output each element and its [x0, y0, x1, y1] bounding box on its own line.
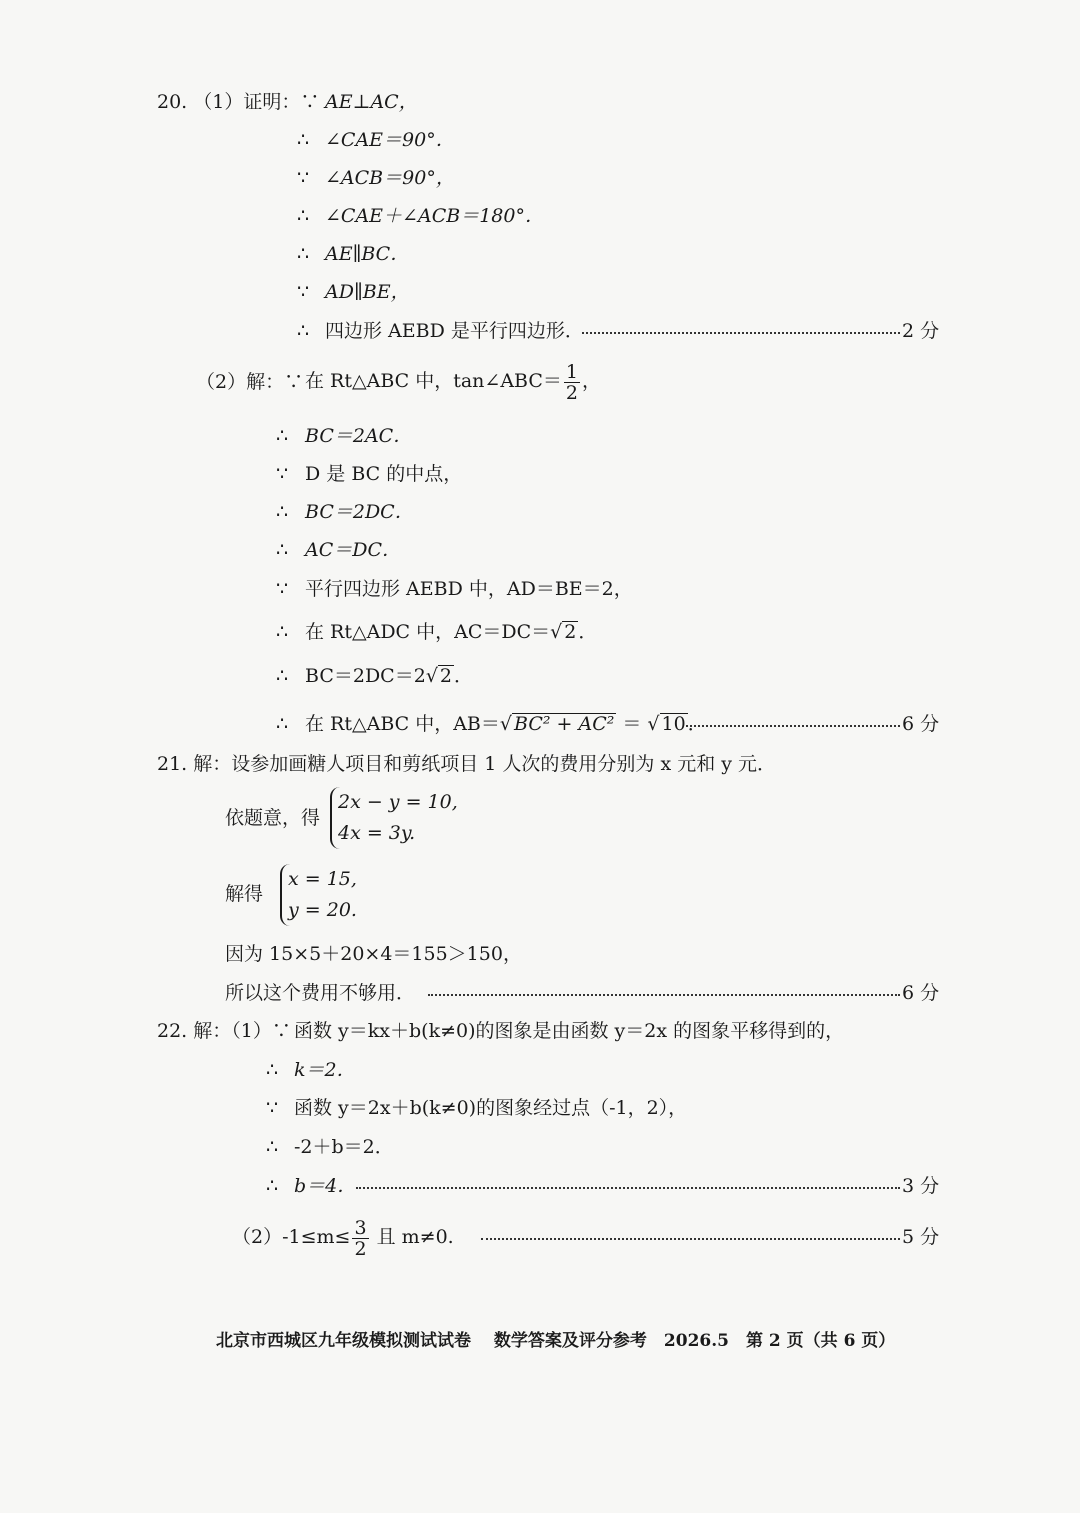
- q20-p2-line-9-text: 在 Rt△ABC 中，AB＝: [305, 713, 500, 735]
- q20-p2-sym-5: ∴: [276, 539, 289, 561]
- sqrt-radicand: 10: [661, 713, 686, 735]
- score-q20-2: 6 分: [902, 713, 940, 735]
- q20-sym-6: ∵: [297, 281, 310, 303]
- q21-solution-intro: 解得: [225, 883, 264, 905]
- fraction-denominator: 2: [354, 1237, 367, 1260]
- q20-heading: 20. （1）证明：∵: [157, 91, 320, 113]
- q21-solution-2: y = 20.: [288, 899, 357, 921]
- q20-line-6: AD∥BE，: [325, 281, 410, 303]
- q21-equation-2: 4x = 3y.: [338, 822, 416, 844]
- q20-p2-line-8-end: ．: [454, 665, 474, 687]
- q20-p2-line-7-end: ．: [578, 621, 598, 643]
- score-q22-2: 5 分: [902, 1226, 940, 1248]
- dot-leader: [582, 332, 900, 334]
- q20-part2-heading: （2）解：∵: [196, 371, 304, 393]
- q20-p2-sym-4: ∴: [276, 501, 289, 523]
- q20-p2-sym-2: ∴: [276, 425, 289, 447]
- q22-sym-2: ∴: [266, 1059, 279, 1081]
- q20-p2-line-9: 在 Rt△ABC 中，AB＝√ BC² + AC² ＝ √ 10 ．: [305, 713, 707, 735]
- q20-line-5: AE∥BC．: [325, 243, 410, 265]
- q22-line-3: 函数 y＝2x＋b(k≠0)的图象经过点（-1，2），: [294, 1097, 688, 1119]
- q21-equation-system: [330, 787, 458, 849]
- q20-p2-line-9-end: ．: [687, 713, 707, 735]
- score-q20-1: 2 分: [902, 320, 940, 342]
- q22-line-2: k＝2．: [294, 1059, 356, 1081]
- q20-p2-line-7-text: 在 Rt△ADC 中，AC＝DC＝: [305, 621, 551, 643]
- q21-solution-system: [280, 864, 357, 926]
- q20-line-7: 四边形 AEBD 是平行四边形．: [325, 320, 584, 342]
- q20-p2-line-6: 平行四边形 AEBD 中，AD＝BE＝2，: [305, 578, 633, 600]
- dot-leader: [481, 1238, 900, 1240]
- q20-p2-sym-6: ∵: [276, 578, 289, 600]
- q21-equation-1: 2x − y = 10,: [338, 791, 458, 813]
- q20-p2-line-3: D 是 BC 的中点，: [305, 463, 463, 485]
- q22-sym-3: ∵: [266, 1097, 279, 1119]
- q20-p2-sym-8: ∴: [276, 665, 289, 687]
- q22-part2-text: （2）-1≤m≤: [232, 1226, 351, 1248]
- fraction-numerator: 1: [565, 360, 578, 383]
- q22-part2: [232, 1212, 454, 1262]
- sqrt-radicand: 2: [439, 665, 453, 687]
- q20-p2-sym-9: ∴: [276, 713, 289, 735]
- q20-sym-2: ∴: [297, 129, 310, 151]
- q20-line-1: AE⊥AC，: [325, 91, 418, 113]
- fraction: [352, 1218, 368, 1259]
- sqrt-radicand: 2: [564, 621, 577, 643]
- q21-heading: 21. 解：设参加画糖人项目和剪纸项目 1 人次的费用分别为 x 元和 y 元．: [157, 753, 777, 775]
- dot-leader: [686, 725, 900, 727]
- q20-part2-line-1-text: 在 Rt△ABC 中，tan∠ABC＝: [305, 370, 562, 392]
- q20-p2-line-8: BC＝2DC＝2√ 2 ．: [305, 665, 474, 687]
- q20-sym-3: ∵: [297, 167, 310, 189]
- q20-p2-line-7: 在 Rt△ADC 中，AC＝DC＝√ 2 ．: [305, 621, 598, 643]
- q20-p2-sym-7: ∴: [276, 621, 289, 643]
- score-q22-1: 3 分: [902, 1175, 940, 1197]
- q20-part2-line-1: [305, 356, 601, 406]
- q22-line-5: b＝4．: [294, 1175, 357, 1197]
- fraction: [564, 362, 580, 403]
- q22-heading: 22. 解：（1）∵: [157, 1020, 291, 1042]
- q21-conclusion: 所以这个费用不够用．: [225, 982, 416, 1004]
- q20-sym-7: ∴: [297, 320, 310, 342]
- q22-line-1: 函数 y＝kx＋b(k≠0)的图象是由函数 y＝2x 的图象平移得到的，: [294, 1020, 845, 1042]
- q20-p2-line-8-text: BC＝2DC＝2: [305, 665, 426, 687]
- dot-leader: [428, 994, 900, 996]
- q20-p2-sym-3: ∵: [276, 463, 289, 485]
- q22-line-4: -2＋b＝2．: [294, 1136, 394, 1158]
- q21-because-line: 因为 15×5＋20×4＝155＞150，: [225, 943, 522, 965]
- page-footer: 北京市西城区九年级模拟测试试卷 数学答案及评分参考 2026.5 第 2 页（共 6 页）: [216, 1331, 896, 1351]
- score-q21: 6 分: [902, 982, 940, 1004]
- sqrt-radicand: BC² + AC²: [514, 713, 615, 735]
- q20-p2-line-5: AC＝DC．: [305, 539, 402, 561]
- q20-sym-4: ∴: [297, 205, 310, 227]
- q20-line-4: ∠CAE＋∠ACB＝180°．: [325, 205, 544, 227]
- q20-p2-line-4: BC＝2DC．: [305, 501, 414, 523]
- q22-part2-end: 且 m≠0.: [370, 1226, 454, 1248]
- q20-part2-line-1-end: ，: [582, 370, 602, 392]
- q20-line-3: ∠ACB＝90°，: [325, 167, 455, 189]
- q20-line-2: ∠CAE＝90°．: [325, 129, 455, 151]
- dot-leader: [356, 1187, 900, 1189]
- q22-sym-5: ∴: [266, 1175, 279, 1197]
- q20-sym-5: ∴: [297, 243, 310, 265]
- q20-p2-line-2: BC＝2AC．: [305, 425, 413, 447]
- q20-p2-line-9-eq: ＝: [616, 713, 642, 735]
- fraction-denominator: 2: [565, 381, 578, 404]
- q21-equation-intro: 依题意，得: [225, 807, 321, 829]
- fraction-numerator: 3: [354, 1216, 367, 1239]
- q21-solution-1: x = 15,: [288, 868, 357, 890]
- q22-sym-4: ∴: [266, 1136, 279, 1158]
